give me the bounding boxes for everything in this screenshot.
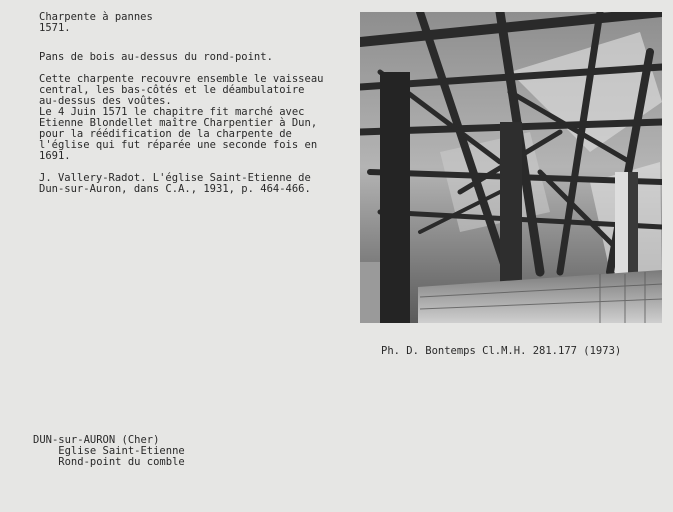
description-line: pour la réédification de la charpente de — [39, 128, 292, 140]
card-subtitle: Pans de bois au-dessus du rond-point. — [39, 51, 273, 63]
description-line: Etienne Blondellet maître Charpentier à Dun, — [39, 117, 318, 129]
photo-credit: Ph. D. Bontemps Cl.M.H. 281.177 (1973) — [381, 345, 622, 357]
description-line: Cette charpente recouvre ensemble le vaisseau — [39, 73, 324, 85]
roof-timber-photograph — [360, 12, 662, 323]
description-line: au-dessus des voûtes. — [39, 95, 172, 107]
reference-line: Dun-sur-Auron, dans C.A., 1931, p. 464-466. — [39, 183, 311, 195]
description-line: l'église qui fut réparée une seconde fois en — [39, 139, 318, 151]
card-title: Charpente à pannes — [39, 11, 153, 23]
description-line: central, les bas-côtés et le déambulatoire — [39, 84, 305, 96]
card-year: 1571. — [39, 22, 71, 34]
reference-line: J. Vallery-Radot. L'église Saint-Etienne de — [39, 172, 311, 184]
location-building: Eglise Saint-Etienne — [33, 445, 185, 457]
location-town: DUN-sur-AURON (Cher) — [33, 434, 160, 446]
description-line: Le 4 Juin 1571 le chapitre fit marché avec — [39, 106, 305, 118]
description-line: 1691. — [39, 150, 71, 162]
location-detail: Rond-point du comble — [33, 456, 185, 468]
